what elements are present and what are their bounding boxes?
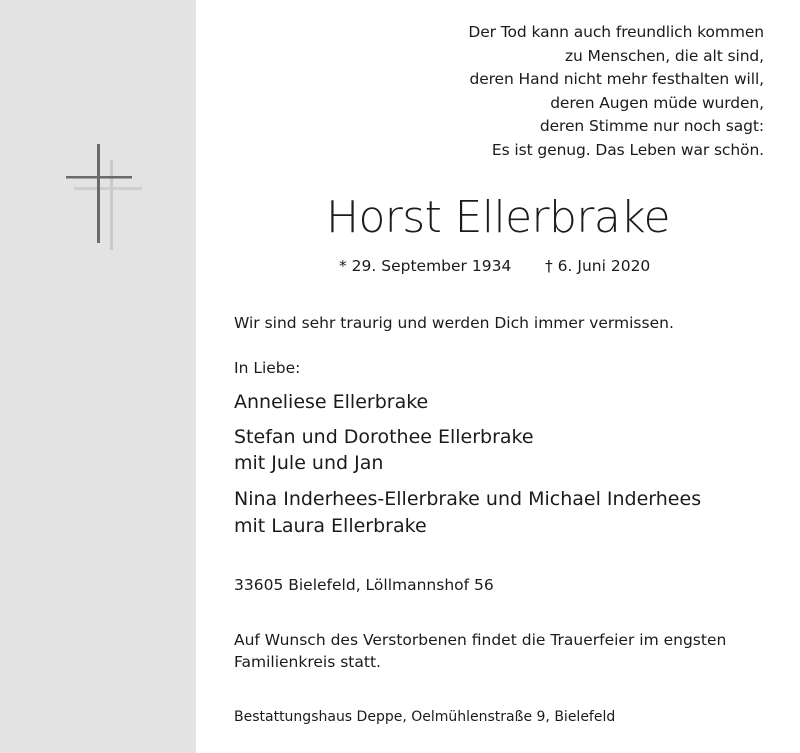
poem-line: Es ist genug. Das Leben war schön. bbox=[491, 140, 764, 159]
mourner-line: mit Laura Ellerbrake bbox=[234, 515, 427, 537]
mourner-line: Anneliese Ellerbrake bbox=[234, 391, 429, 413]
funeral-home: Bestattungshaus Deppe, Oelmühlenstraße 9, Bielefeld bbox=[234, 709, 616, 725]
address: 33605 Bielefeld, Löllmannshof 56 bbox=[234, 576, 494, 594]
cross-icon bbox=[60, 138, 150, 253]
in-love-label: In Liebe: bbox=[234, 359, 301, 377]
poem-line: deren Augen müde wurden, bbox=[550, 93, 764, 112]
mourner-line: mit Jule und Jan bbox=[234, 452, 384, 474]
poem bbox=[344, 21, 764, 162]
poem-line: Der Tod kann auch freundlich kommen bbox=[468, 23, 764, 41]
birth-date: * 29. September 1934 bbox=[339, 257, 512, 275]
poem-line: deren Stimme nur noch sagt: bbox=[539, 117, 764, 135]
death-date: † 6. Juni 2020 bbox=[545, 257, 651, 275]
left-sidebar-band bbox=[0, 0, 196, 753]
poem-line: deren Hand nicht mehr festhalten will, bbox=[469, 70, 764, 88]
deceased-name: Horst Ellerbrake bbox=[325, 192, 671, 243]
mourner-line: Stefan und Dorothee Ellerbrake bbox=[234, 426, 534, 448]
notice-line: Familienkreis statt. bbox=[234, 653, 381, 671]
message: Wir sind sehr traurig und werden Dich immer vermissen. bbox=[234, 314, 674, 332]
mourner-line: Nina Inderhees-Ellerbrake und Michael Inderhees bbox=[234, 488, 702, 510]
poem-line: zu Menschen, die alt sind, bbox=[564, 46, 764, 65]
notice-line: Auf Wunsch des Verstorbenen findet die Trauerfeier im engsten bbox=[234, 631, 727, 649]
